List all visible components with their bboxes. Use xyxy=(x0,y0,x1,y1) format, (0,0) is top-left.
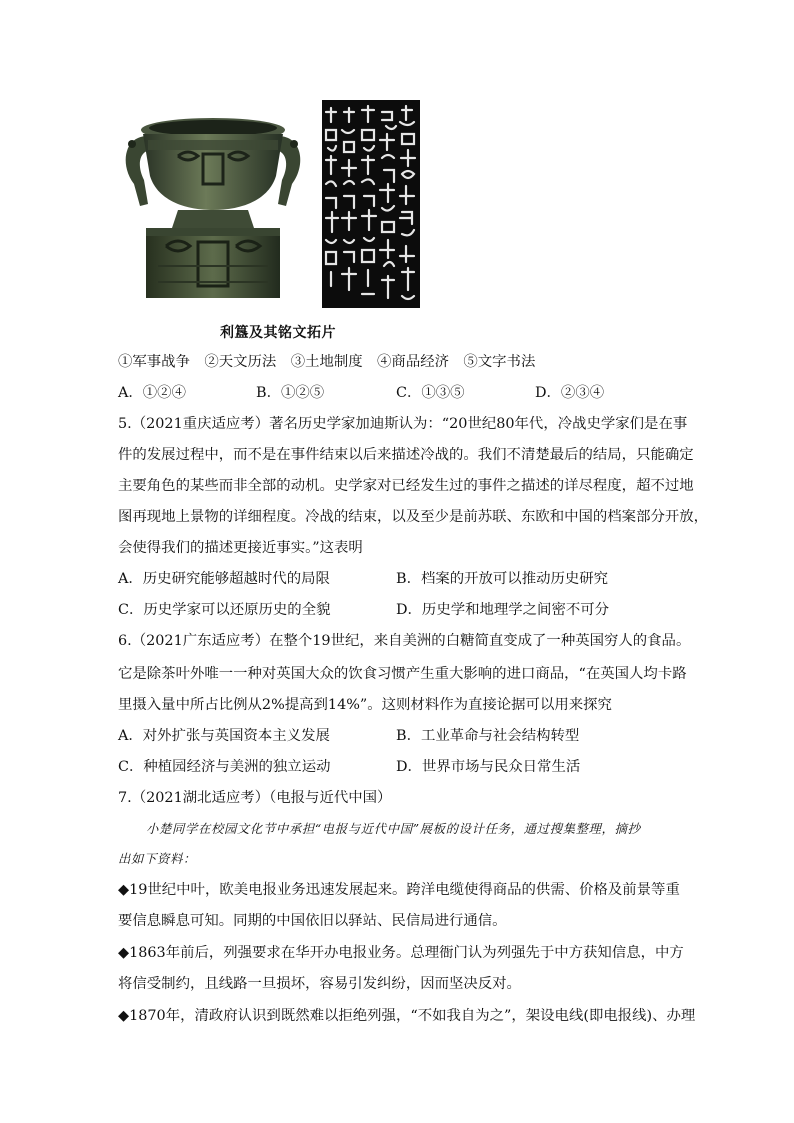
q5-stem-line: 会使得我们的描述更接近事实。”这表明 xyxy=(118,540,363,556)
q4-option-c: C．①③⑤ xyxy=(396,385,465,401)
q7-title: 7.（2021湖北适应考）（电报与近代中国） xyxy=(118,790,392,806)
q6-stem-line: 6.（2021广东适应考）在整个19世纪，来自美洲的白糖简直变成了一种英国穷人的食品。 xyxy=(118,633,691,649)
q5-option-b: B．档案的开放可以推动历史研究 xyxy=(396,571,609,587)
q7-bullet-line: ◆19世纪中叶，欧美电报业务迅速发展起来。跨洋电缆使得商品的供需、价格及前景等重 xyxy=(118,882,680,898)
q4-option-b: B．①②⑤ xyxy=(256,385,325,401)
q7-bullet-line: ◆1863年前后，列强要求在华开办电报业务。总理衙门认为列强先于中方获知信息，中方 xyxy=(118,945,684,961)
q5-option-d: D．历史学和地理学之间密不可分 xyxy=(396,602,610,618)
q6-stem-line: 里摄入量中所占比例从2%提高到14%”。这则材料作为直接论据可以用来探究 xyxy=(118,697,612,713)
q5-stem-line: 5.（2021重庆适应考）著名历史学家加迪斯认为：“20世纪80年代，冷战史学家们是在事 xyxy=(118,416,688,432)
li-gui-vessel-image xyxy=(118,106,308,300)
q6-option-c: C．种植园经济与美洲的独立运动 xyxy=(118,759,331,775)
q6-stem-line: 它是除茶叶外唯一一种对英国大众的饮食习惯产生重大影响的进口商品，“在英国人均卡路 xyxy=(118,666,687,682)
q6-option-d: D．世界市场与民众日常生活 xyxy=(396,759,581,775)
q5-option-c: C．历史学家可以还原历史的全貌 xyxy=(118,602,331,618)
inscription-rubbing-image xyxy=(322,100,420,308)
q6-option-b: B．工业革命与社会结构转型 xyxy=(396,728,580,744)
q6-option-a: A．对外扩张与英国资本主义发展 xyxy=(118,728,330,744)
figure-caption: 利簋及其铭文拓片 xyxy=(220,325,336,341)
q7-bullet-line: 将信受制约，且线路一旦损坏，容易引发纠纷，因而坚决反对。 xyxy=(118,976,521,992)
q7-bullet-line: ◆1870年，清政府认识到既然难以拒绝列强，“不如我自为之”，架设电线(即电报线)、办理 xyxy=(118,1008,696,1024)
q7-intro-line: 出如下资料： xyxy=(118,851,196,866)
q4-option-d: D．②③④ xyxy=(535,385,605,401)
q5-stem-line: 件的发展过程中，而不是在事件结束以后来描述冷战的。我们不清楚最后的结局，只能确定 xyxy=(118,447,694,463)
q5-stem-line: 主要角色的某些而非全部的动机。史学家对已经发生过的事件之描述的详尽程度，超不过地 xyxy=(118,478,694,494)
q7-intro-line: 小楚同学在校园文化节中承担“电报与近代中国”展板的设计任务，通过搜集整理，摘抄 xyxy=(146,821,641,836)
inscription-glyphs xyxy=(322,100,420,308)
q5-option-a: A．历史研究能够超越时代的局限 xyxy=(118,571,330,587)
q7-bullet-line: 要信息瞬息可知。同期的中国依旧以驿站、民信局进行通信。 xyxy=(118,913,507,929)
q4-option-a: A．①②④ xyxy=(118,385,186,401)
q4-items: ①军事战争 ②天文历法 ③土地制度 ④商品经济 ⑤文字书法 xyxy=(118,354,536,370)
q5-stem-line: 图再现地上景物的详细程度。冷战的结束，以及至少是前苏联、东欧和中国的档案部分开放， xyxy=(118,509,709,525)
